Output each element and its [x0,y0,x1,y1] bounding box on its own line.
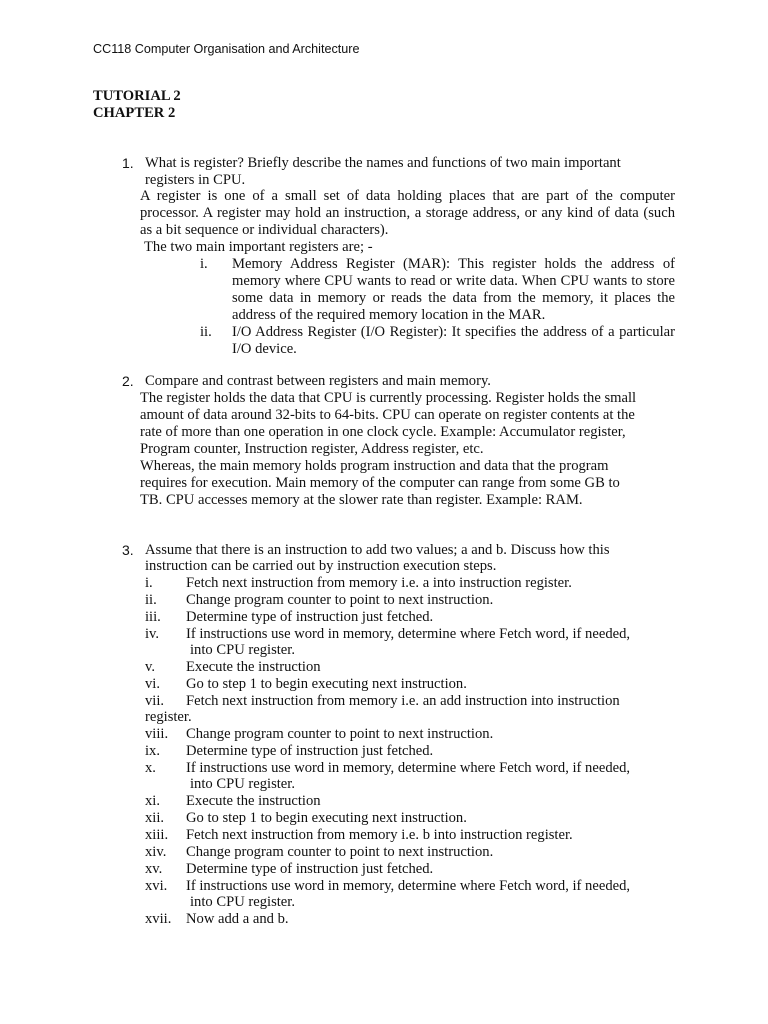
step-text: Fetch next instruction from memory i.e. b into instruction register. [186,827,573,843]
step-numeral: xv. [145,861,163,877]
step-text: Execute the instruction [186,659,321,675]
question-text: What is register? Briefly describe the names and functions of two main important [145,155,621,171]
step-text: Execute the instruction [186,793,321,809]
step-text: Fetch next instruction from memory i.e. a into instruction register. [186,575,572,591]
question-text: Compare and contrast between registers and main memory. [145,373,491,389]
answer-line: Program counter, Instruction register, Address register, etc. [140,441,484,457]
question-number: 2. [122,373,134,389]
step-numeral: vi. [145,676,160,692]
step-numeral: xi. [145,793,160,809]
step-numeral: xii. [145,810,165,826]
step-numeral: ix. [145,743,160,759]
list-item-text: I/O Address Register (I/O Register): It specifies the address of a particular I/O device. [232,324,675,357]
step-numeral: iv. [145,626,160,642]
answer-line: rate of more than one operation in one clock cycle. Example: Accumulator register, [140,424,626,440]
step-text: Change program counter to point to next instruction. [186,844,494,860]
step-numeral: xiii. [145,827,169,843]
step-text: If instructions use word in memory, determine where Fetch word, if needed, [186,760,631,776]
step-numeral: i. [145,575,153,591]
course-title: CC118 Computer Organisation and Architecture [93,42,360,56]
answer-line: amount of data around 32-bits to 64-bits. CPU can operate on register contents at the [140,407,635,423]
step-numeral: ii. [145,592,157,608]
step-text: Change program counter to point to next instruction. [186,726,494,742]
step-numeral: xvi. [145,878,168,894]
question-text: Assume that there is an instruction to add two values; a and b. Discuss how this [145,542,610,558]
answer-paragraph: A register is one of a small set of data holding places that are part of the computer processor. A register may hold an instruction, a storage address, or any kind of data (such as a bit sequence or individual characters). [140,188,675,238]
step-text: If instructions use word in memory, determine where Fetch word, if needed, [186,878,631,894]
step-text: Fetch next instruction from memory i.e. an add instruction into instruction [186,693,620,709]
step-text: Determine type of instruction just fetched. [186,609,434,625]
question-number: 1. [122,155,134,171]
tutorial-heading: TUTORIAL 2 [93,88,181,104]
step-text: Determine type of instruction just fetched. [186,861,434,877]
chapter-heading: CHAPTER 2 [93,105,176,121]
step-text: Now add a and b. [186,911,289,927]
step-numeral: iii. [145,609,161,625]
step-numeral: viii. [145,726,169,742]
list-item-text: Memory Address Register (MAR): This register holds the address of memory where CPU wants to read or write data. When CPU wants to store some data in memory or reads the data from the memory, it places the address of the required memory location in the MAR. [232,256,675,323]
question-text: registers in CPU. [145,172,246,188]
step-text-continued: into CPU register. [190,894,295,910]
roman-numeral: ii. [200,324,212,340]
step-text-continued: into CPU register. [190,776,295,792]
step-text: Change program counter to point to next instruction. [186,592,494,608]
step-text-continued: into CPU register. [190,642,295,658]
step-numeral: vii. [145,693,165,709]
step-numeral: xvii. [145,911,172,927]
step-text: Go to step 1 to begin executing next instruction. [186,810,467,826]
step-text: If instructions use word in memory, determine where Fetch word, if needed, [186,626,631,642]
question-text: instruction can be carried out by instruction execution steps. [145,558,497,574]
roman-numeral: i. [200,256,208,272]
step-numeral: v. [145,659,155,675]
answer-intro: The two main important registers are; - [144,239,373,255]
step-text-wrap: register. [145,709,192,725]
step-text: Go to step 1 to begin executing next instruction. [186,676,467,692]
answer-line: The register holds the data that CPU is currently processing. Register holds the small [140,390,637,406]
step-numeral: xiv. [145,844,167,860]
answer-line: Whereas, the main memory holds program instruction and data that the program [140,458,609,474]
step-numeral: x. [145,760,156,776]
step-text: Determine type of instruction just fetched. [186,743,434,759]
answer-line: requires for execution. Main memory of the computer can range from some GB to [140,475,620,491]
question-number: 3. [122,542,134,558]
answer-line: TB. CPU accesses memory at the slower rate than register. Example: RAM. [140,492,583,508]
